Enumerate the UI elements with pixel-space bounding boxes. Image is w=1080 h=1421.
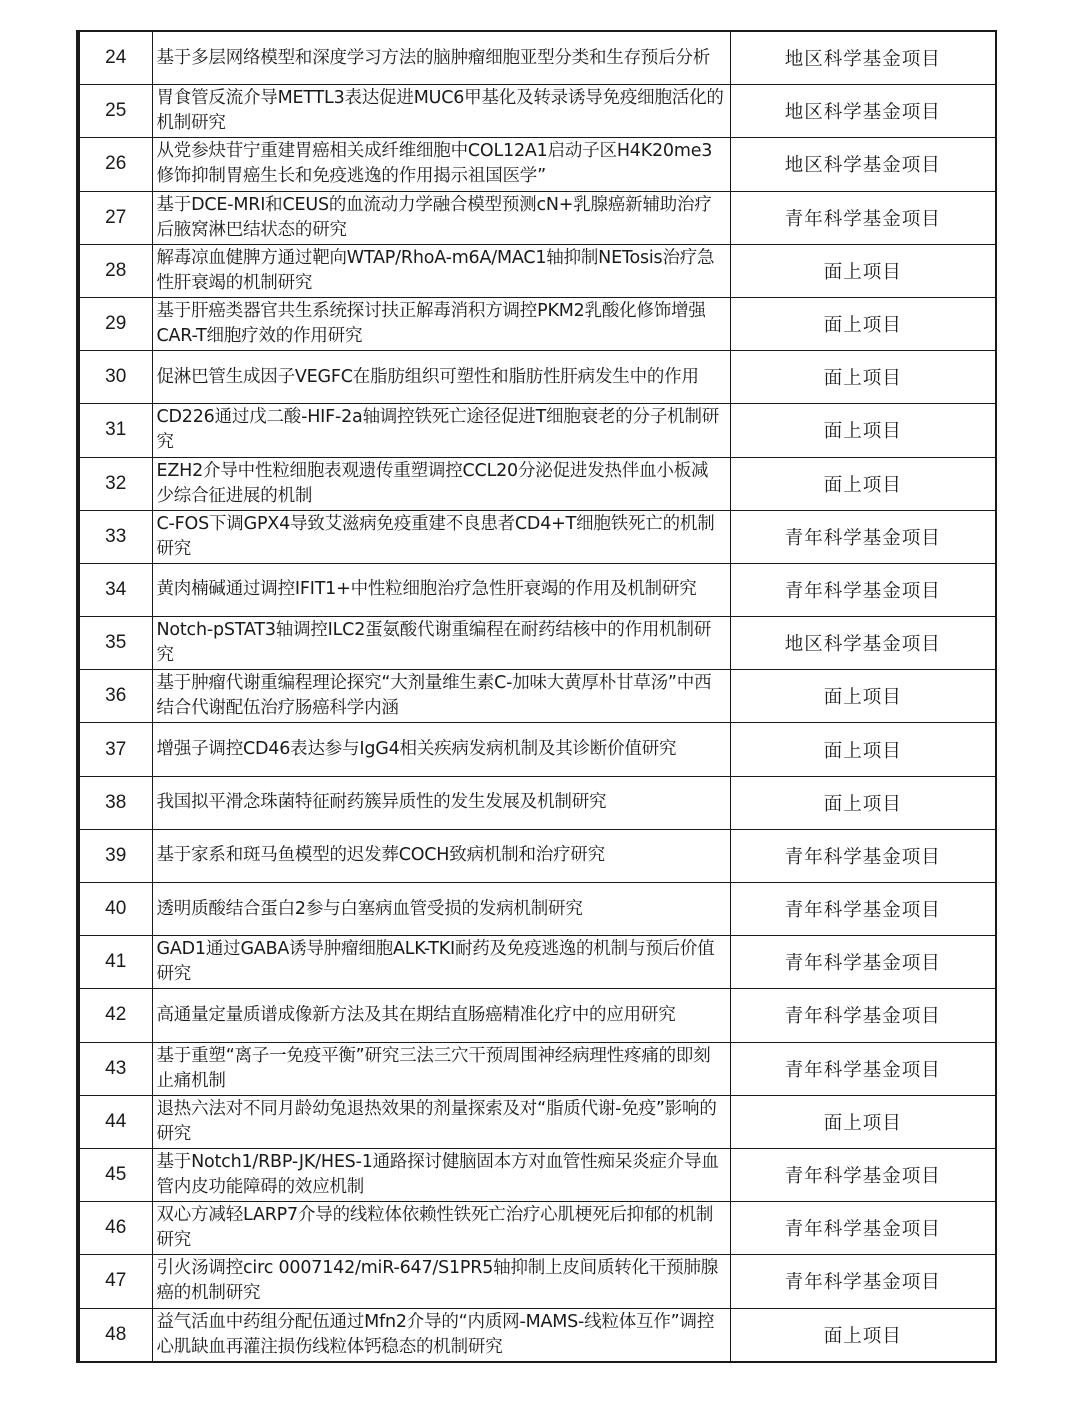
project-title: 胃食管反流介导METTL3表达促进MUC6甲基化及转录诱导免疫细胞活化的机制研究: [152, 85, 730, 138]
table-row: [78, 670, 996, 723]
row-number: 35: [78, 617, 152, 670]
row-number: 26: [78, 138, 152, 191]
project-title: 基于肿瘤代谢重编程理论探究“大剂量维生素C-加味大黄厚朴甘草汤”中西结合代谢配伍治疗肠癌科学内涵: [152, 670, 730, 723]
table-row: [78, 85, 996, 138]
project-type: 面上项目: [730, 244, 996, 297]
table-row: [78, 1255, 996, 1308]
project-title: EZH2介导中性粒细胞表观遗传重塑调控CCL20分泌促进发热伴血小板减少综合征进展的机制: [152, 457, 730, 510]
project-title: 解毒凉血健脾方通过靶向WTAP/RhoA-m6A/MAC1轴抑制NETosis治疗急性肝衰竭的机制研究: [152, 244, 730, 297]
row-number: 37: [78, 723, 152, 776]
project-title: 透明质酸结合蛋白2参与白塞病血管受损的发病机制研究: [152, 883, 730, 936]
project-type: 面上项目: [730, 1308, 996, 1362]
project-type: 面上项目: [730, 670, 996, 723]
table-row: [78, 351, 996, 404]
project-type: 面上项目: [730, 723, 996, 776]
table-row: [78, 191, 996, 244]
project-title: 基于重塑“离子一免疫平衡”研究三法三穴干预周围神经病理性疼痛的即刻止痛机制: [152, 1042, 730, 1095]
project-type: 地区科学基金项目: [730, 138, 996, 191]
table-row: [78, 1095, 996, 1148]
project-title: 从党参炔苷宁重建胃癌相关成纤维细胞中COL12A1启动子区H4K20me3修饰抑制胃癌生长和免疫逃逸的作用揭示祖国医学”: [152, 138, 730, 191]
project-title: 基于家系和斑马鱼模型的迟发葬COCH致病机制和治疗研究: [152, 829, 730, 882]
project-type: 地区科学基金项目: [730, 31, 996, 85]
project-type: 面上项目: [730, 297, 996, 350]
table-row: [78, 1042, 996, 1095]
project-type: 青年科学基金项目: [730, 563, 996, 616]
project-title: 高通量定量质谱成像新方法及其在期结直肠癌精准化疗中的应用研究: [152, 989, 730, 1042]
table-row: [78, 989, 996, 1042]
row-number: 24: [78, 31, 152, 85]
project-title: 我国拟平滑念珠菌特征耐药簇异质性的发生发展及机制研究: [152, 776, 730, 829]
project-type: 面上项目: [730, 457, 996, 510]
project-title: 黄肉楠碱通过调控IFIT1+中性粒细胞治疗急性肝衰竭的作用及机制研究: [152, 563, 730, 616]
table-row: [78, 510, 996, 563]
table-row: [78, 1308, 996, 1362]
row-number: 30: [78, 351, 152, 404]
row-number: 44: [78, 1095, 152, 1148]
table-row: [78, 936, 996, 989]
row-number: 39: [78, 829, 152, 882]
project-type: 青年科学基金项目: [730, 1255, 996, 1308]
table-row: [78, 776, 996, 829]
table-row: [78, 244, 996, 297]
project-type: 面上项目: [730, 404, 996, 457]
table-row: [78, 138, 996, 191]
project-title: 基于多层网络模型和深度学习方法的脑肿瘤细胞亚型分类和生存预后分析: [152, 31, 730, 85]
project-table-body: [78, 31, 996, 1362]
project-title: 益气活血中药组分配伍通过Mfn2介导的“内质网-MAMS-线粒体互作”调控心肌缺血再灌注损伤线粒体钙稳态的机制研究: [152, 1308, 730, 1362]
row-number: 27: [78, 191, 152, 244]
project-type: 青年科学基金项目: [730, 989, 996, 1042]
table-row: [78, 1148, 996, 1201]
project-title: 增强子调控CD46表达参与IgG4相关疾病发病机制及其诊断价值研究: [152, 723, 730, 776]
row-number: 38: [78, 776, 152, 829]
project-title: 退热六法对不同月龄幼兔退热效果的剂量探索及对“脂质代谢-免疫”影响的研究: [152, 1095, 730, 1148]
project-type: 青年科学基金项目: [730, 1202, 996, 1255]
row-number: 33: [78, 510, 152, 563]
project-type: 地区科学基金项目: [730, 85, 996, 138]
project-title: 引火汤调控circ 0007142/miR-647/S1PR5轴抑制上皮间质转化干预肺腺癌的机制研究: [152, 1255, 730, 1308]
row-number: 32: [78, 457, 152, 510]
table-row: [78, 829, 996, 882]
row-number: 45: [78, 1148, 152, 1201]
project-type: 面上项目: [730, 351, 996, 404]
project-type: 青年科学基金项目: [730, 510, 996, 563]
project-table-container: [76, 30, 994, 1363]
table-row: [78, 723, 996, 776]
project-type: 青年科学基金项目: [730, 191, 996, 244]
project-type: 青年科学基金项目: [730, 883, 996, 936]
project-title: 基于Notch1/RBP-JK/HES-1通路探讨健脑固本方对血管性痴呆炎症介导血管内皮功能障碍的效应机制: [152, 1148, 730, 1201]
row-number: 41: [78, 936, 152, 989]
project-title: 基于肝癌类器官共生系统探讨扶正解毒消积方调控PKM2乳酸化修饰增强CAR-T细胞疗效的作用研究: [152, 297, 730, 350]
table-row: [78, 617, 996, 670]
project-type: 青年科学基金项目: [730, 936, 996, 989]
row-number: 48: [78, 1308, 152, 1362]
project-type: 面上项目: [730, 776, 996, 829]
project-title: 双心方减轻LARP7介导的线粒体依赖性铁死亡治疗心肌梗死后抑郁的机制研究: [152, 1202, 730, 1255]
row-number: 31: [78, 404, 152, 457]
project-type: 地区科学基金项目: [730, 617, 996, 670]
project-type: 青年科学基金项目: [730, 1042, 996, 1095]
table-row: [78, 883, 996, 936]
row-number: 28: [78, 244, 152, 297]
row-number: 47: [78, 1255, 152, 1308]
row-number: 34: [78, 563, 152, 616]
project-title: 基于DCE-MRI和CEUS的血流动力学融合模型预测cN+乳腺癌新辅助治疗后腋窝淋巴结状态的研究: [152, 191, 730, 244]
table-row: [78, 563, 996, 616]
row-number: 25: [78, 85, 152, 138]
row-number: 29: [78, 297, 152, 350]
row-number: 42: [78, 989, 152, 1042]
table-row: [78, 31, 996, 85]
row-number: 43: [78, 1042, 152, 1095]
project-title: 促淋巴管生成因子VEGFC在脂肪组织可塑性和脂肪性肝病发生中的作用: [152, 351, 730, 404]
project-title: GAD1通过GABA诱导肿瘤细胞ALK-TKI耐药及免疫逃逸的机制与预后价值研究: [152, 936, 730, 989]
project-title: CD226通过戊二酸-HIF-2a轴调控铁死亡途径促进T细胞衰老的分子机制研究: [152, 404, 730, 457]
table-row: [78, 1202, 996, 1255]
project-type: 青年科学基金项目: [730, 829, 996, 882]
project-table: [76, 30, 997, 1363]
project-type: 面上项目: [730, 1095, 996, 1148]
project-type: 青年科学基金项目: [730, 1148, 996, 1201]
project-title: C-FOS下调GPX4导致艾滋病免疫重建不良患者CD4+T细胞铁死亡的机制研究: [152, 510, 730, 563]
row-number: 36: [78, 670, 152, 723]
row-number: 46: [78, 1202, 152, 1255]
table-row: [78, 297, 996, 350]
table-row: [78, 457, 996, 510]
row-number: 40: [78, 883, 152, 936]
table-row: [78, 404, 996, 457]
project-title: Notch-pSTAT3轴调控ILC2蛋氨酸代谢重编程在耐药结核中的作用机制研究: [152, 617, 730, 670]
